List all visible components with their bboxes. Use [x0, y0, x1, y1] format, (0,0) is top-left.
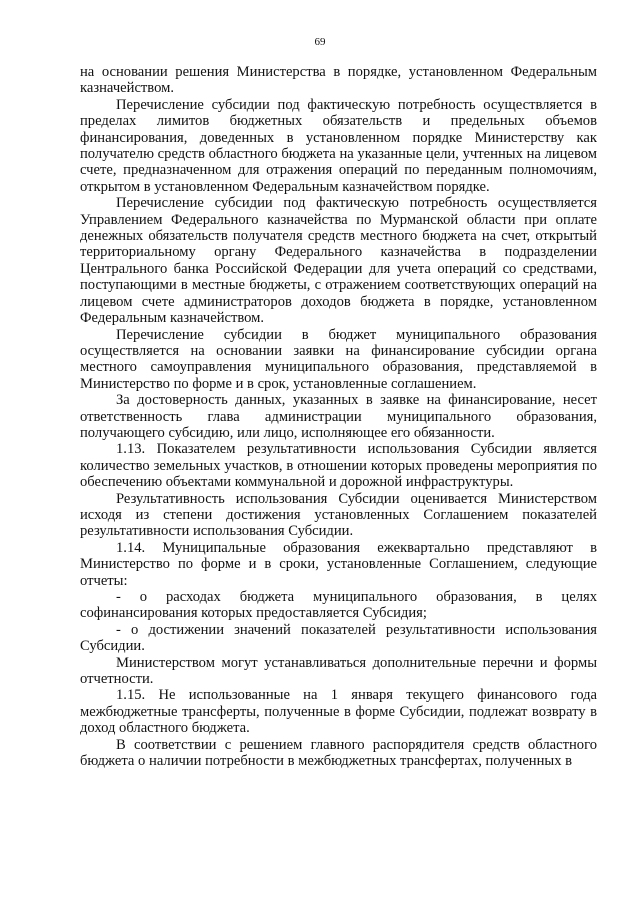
paragraph: За достоверность данных, указанных в заявке на финансирование, несет ответственность глава администрации муниципального образования, получающего субсидию, или лицо, исполняющее его обязанности. — [80, 392, 597, 441]
paragraph: Перечисление субсидии под фактическую потребность осуществляется Управлением Федерального казначейства по Мурманской области при оплате денежных обязательств получателя средств местного бюджета на счет, открытый территориальному органу Федерального казначейства в подразделении Центрального банка Российской Федерации для учета операций со средствами, поступающими в местные бюджеты, с отражением соответствующих операций на лицевом счете администраторов доходов бюджета в порядке, установленном Федеральным казначейством. — [80, 195, 597, 327]
paragraph: 1.14. Муниципальные образования ежеквартально представляют в Министерство по форме и в сроки, установленные Соглашением, следующие отчеты: — [80, 539, 597, 589]
document-body — [80, 64, 597, 769]
paragraph: 1.13. Показателем результативности использования Субсидии является количество земельных участков, в отношении которых проведены мероприятия по обеспечению объектами коммунальной и дорожной инфраструктуры. — [80, 441, 597, 491]
paragraph: 1.15. Не использованные на 1 января текущего финансового года межбюджетные трансферты, полученные в форме Субсидии, подлежат возврату в доход областного бюджета. — [80, 687, 597, 737]
paragraph: В соответствии с решением главного распорядителя средств областного бюджета о наличии потребности в межбюджетных трансфертах, полученных в — [80, 736, 597, 770]
paragraph: Результативность использования Субсидии оценивается Министерством исходя из степени достижения установленных Соглашением показателей результативности использования Субсидии. — [80, 490, 597, 540]
paragraph: на основании решения Министерства в порядке, установленном Федеральным казначейством. — [80, 64, 597, 97]
paragraph: Министерством могут устанавливаться дополнительные перечни и формы отчетности. — [80, 654, 597, 688]
paragraph: Перечисление субсидии в бюджет муниципального образования осуществляется на основании заявки на финансирование субсидии органа местного самоуправления муниципального образования, представляемой в Министерство по форме и в срок, установленные соглашением. — [80, 326, 597, 392]
paragraph: Перечисление субсидии под фактическую потребность осуществляется в пределах лимитов бюджетных обязательств и предельных объемов финансирования, доведенных в установленном порядке Министерству как получателю средств областного бюджета на указанные цели, учтенных на лицевом счете, предназначенном для отражения операций по переданным полномочиям, открытом в установленном Федеральным казначейством порядке. — [80, 96, 597, 195]
page-number: 69 — [314, 36, 326, 48]
list-item: - о расходах бюджета муниципального образования, в целях софинансирования которых предоставляется Субсидия; — [80, 589, 597, 622]
list-item: - о достижении значений показателей результативности использования Субсидии. — [80, 621, 597, 655]
